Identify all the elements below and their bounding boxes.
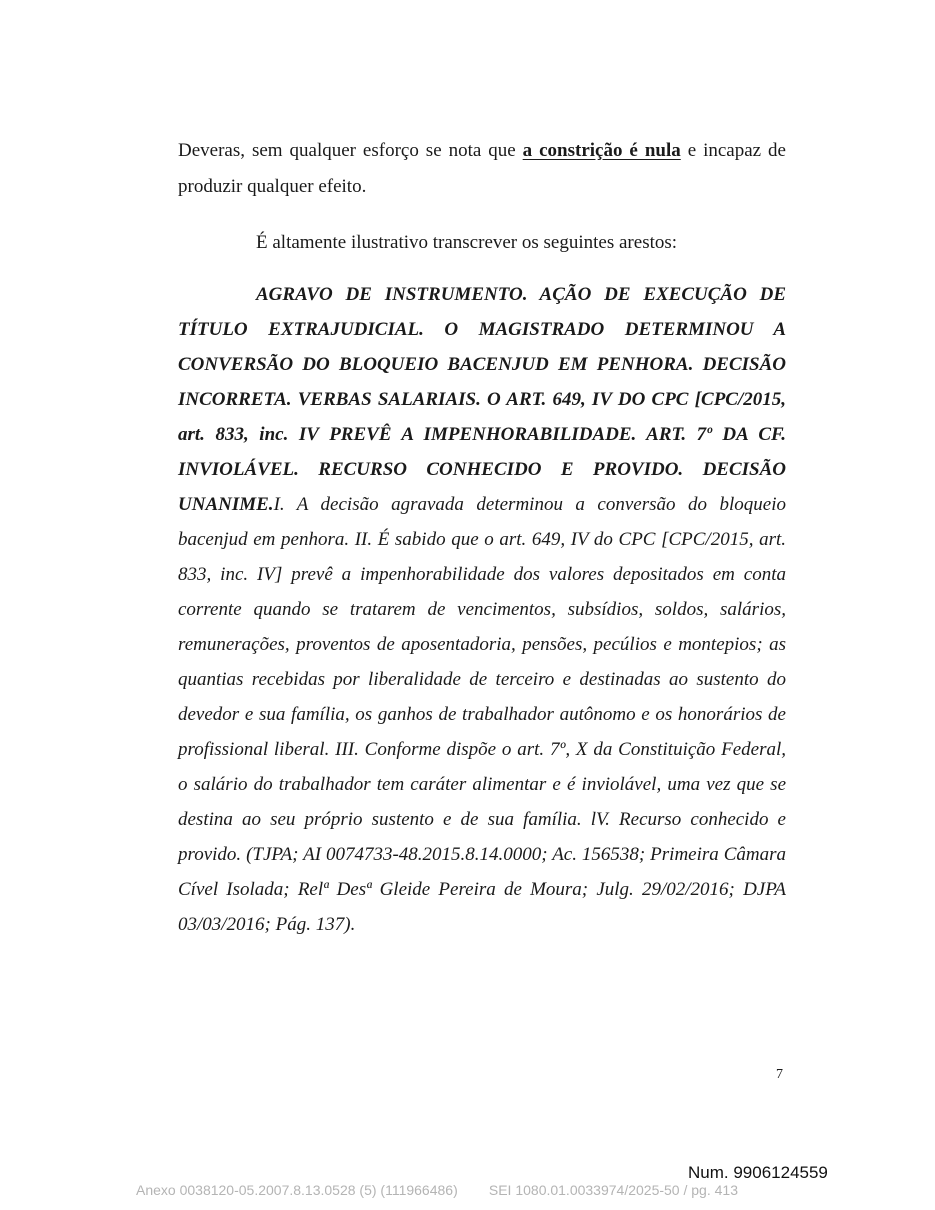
paragraph-transcribe: É altamente ilustrativo transcrever os seguintes arestos: bbox=[256, 232, 678, 253]
page-number: 7 bbox=[776, 1067, 783, 1082]
quote-headnote: AGRAVO DE INSTRUMENTO. AÇÃO DE EXECUÇÃO DE TÍTULO EXTRAJUDICIAL. O MAGISTRADO DETERMINOU A CONVERSÃO DO BLOQUEIO BACENJUD EM PENHORA. DECISÃO INCORRETA. VERBAS SALARIAIS. O ART. 649, IV DO CPC [CPC/2015, art. 833, inc. IV PREVÊ A IMPENHORABILIDADE. ART. 7º DA CF. INVIOLÁVEL. RECURSO CONHECIDO E PROVIDO. DECISÃO UNANIME. bbox=[178, 284, 786, 515]
quote-body: I. A decisão agravada determinou a conversão do bloqueio bacenjud em penhora. II. É sabido que o art. 649, IV do CPC [CPC/2015, art. 833, inc. IV] prevê a impenhorabilidade dos valores depositados em conta corrente quando se tratarem de vencimentos, subsídios, soldos, salários, remunerações, proventos de aposentadoria, pensões, pecúlios e montepios; as quantias recebidas por liberalidade de terceiro e destinadas ao sustento do devedor e sua família, os ganhos de trabalhador autônomo e os honorários de profissional liberal. III. Conforme dispõe o art. 7º, X da Constituição Federal, o salário do trabalhador tem caráter alimentar e é inviolável, uma vez que se destina ao seu próprio sustento e de sua família. lV. Recurso conhecido e provido. (TJPA; AI 0074733-48.2015.8.14.0000; Ac. 156538; Primeira Câmara Cível Isolada; Relª Desª Gleide Pereira de Moura; Julg. 29/02/2016; DJPA 03/03/2016; Pág. 137). bbox=[178, 494, 786, 935]
paragraph-nullity bbox=[178, 133, 786, 205]
footer-sei: SEI 1080.01.0033974/2025-50 / pg. 413 bbox=[488, 1182, 738, 1198]
nullity-emphasis: a constrição é nula bbox=[522, 140, 681, 161]
paragraph-nullity-tail: e incapaz de produzir qualquer efeito. bbox=[178, 140, 786, 197]
footer-stamp bbox=[136, 1182, 738, 1198]
document-number: Num. 9906124559 bbox=[688, 1163, 828, 1182]
document-body bbox=[178, 133, 786, 942]
paragraph-nullity-lead: Deveras, sem qualquer esforço se nota que bbox=[178, 140, 523, 161]
footer-annex: Anexo 0038120-05.2007.8.13.0528 (5) (111966486) bbox=[136, 1182, 458, 1198]
case-law-quote bbox=[178, 277, 786, 942]
